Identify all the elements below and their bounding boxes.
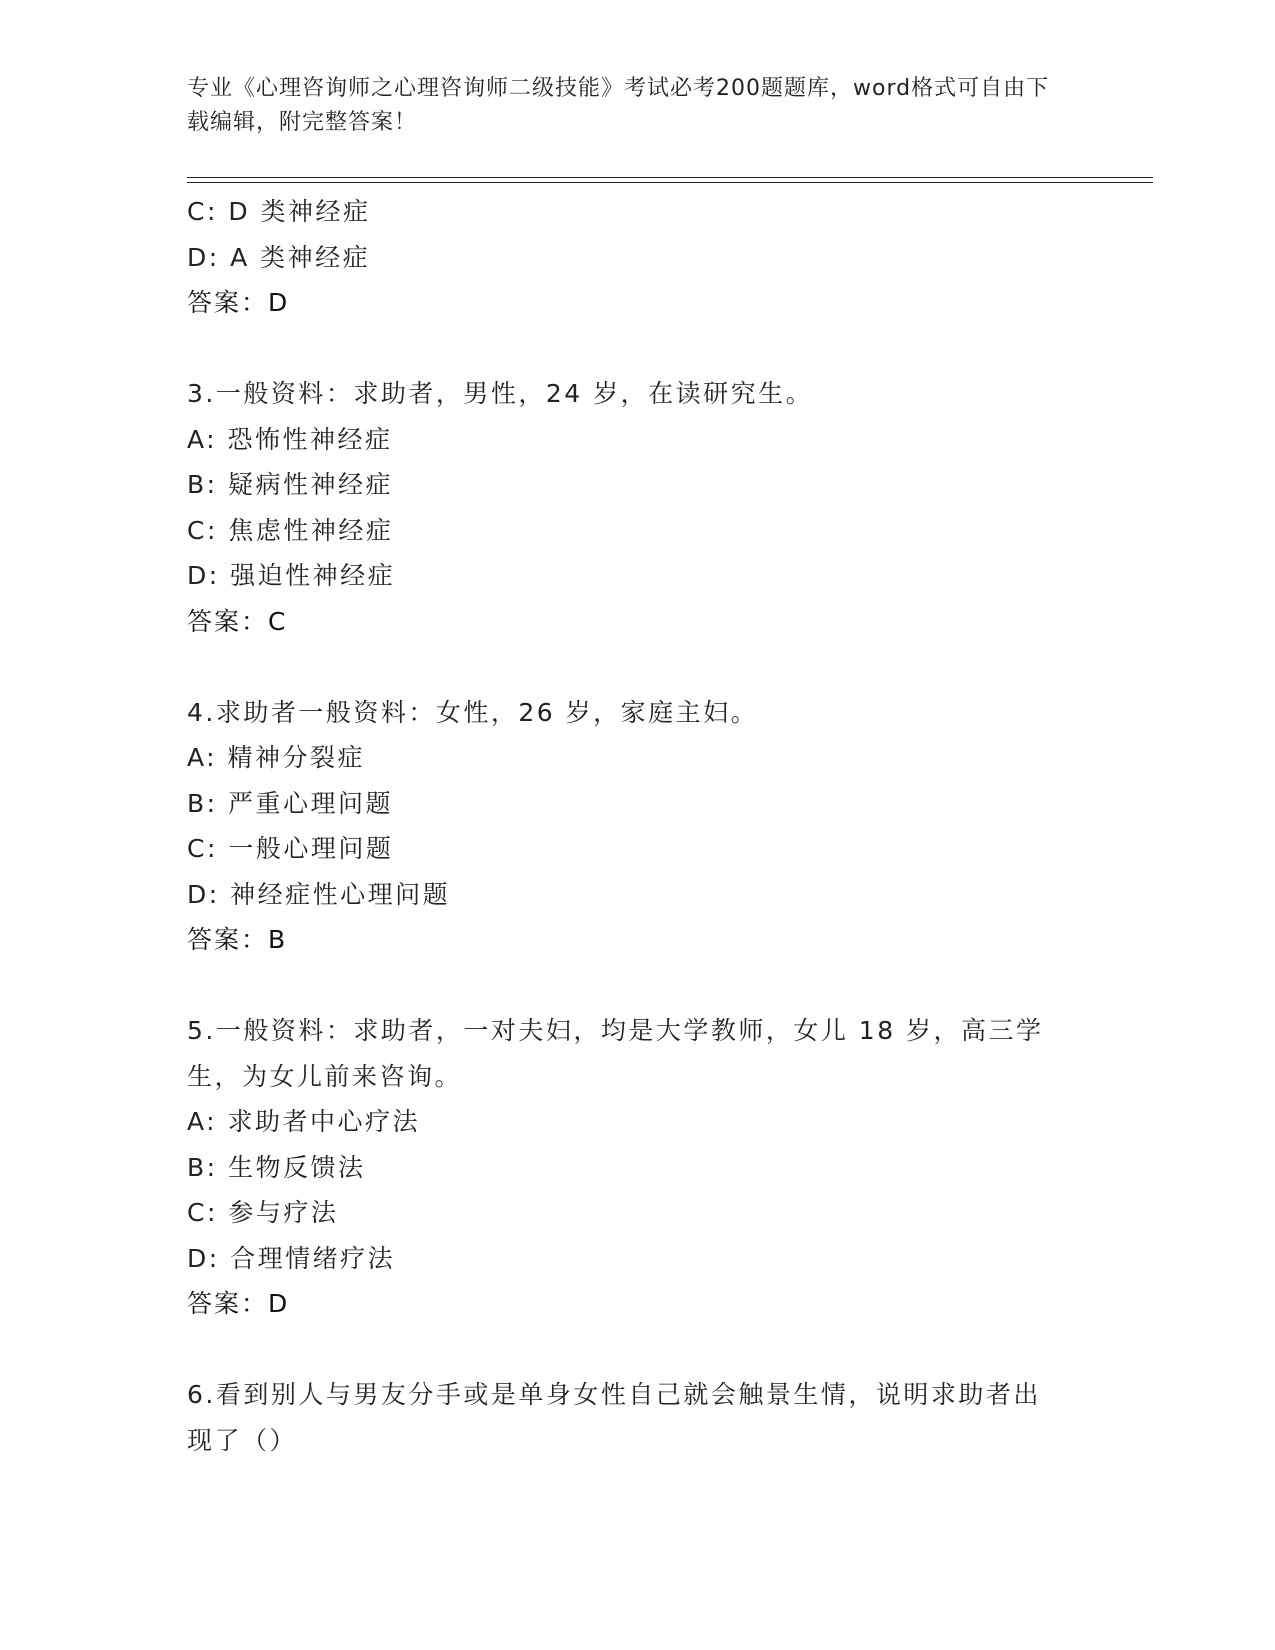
option-c: C: 焦虑性神经症 — [187, 515, 394, 545]
answer-text: 答案：D — [187, 1289, 290, 1318]
question-stem: 3.一般资料：求助者，男性，24 岁，在读研究生。 — [187, 379, 814, 408]
answer-text: 答案：D — [187, 288, 290, 317]
option-c: C: 参与疗法 — [187, 1198, 339, 1227]
document-header: 专业《心理咨询师之心理咨询师二级技能》考试必考200题题库，word格式可自由下载编辑，附完整答案！ — [187, 76, 1050, 135]
question-stem: 4.求助者一般资料：女性，26 岁，家庭主妇。 — [187, 697, 759, 727]
question-stem: 6.看到别人与男友分手或是单身女性自己就会触景生情，说明求助者出现了（） — [187, 1380, 1041, 1455]
option-a: A: 求助者中心疗法 — [187, 1107, 421, 1136]
option-a: A: 恐怖性神经症 — [187, 424, 393, 454]
question-4 — [187, 690, 1087, 963]
option-d: D: 神经症性心理问题 — [187, 879, 451, 909]
spacer — [187, 963, 1087, 1009]
question-3 — [187, 371, 1087, 644]
question-list — [187, 189, 1087, 1463]
option-b: B: 生物反馈法 — [187, 1152, 366, 1182]
option-c: C: 一般心理问题 — [187, 834, 394, 863]
option-b: B: 疑病性神经症 — [187, 470, 394, 499]
option-a: A: 精神分裂症 — [187, 743, 366, 772]
option-d: D: 强迫性神经症 — [187, 561, 396, 590]
option-c: C: D 类神经症 — [187, 197, 371, 226]
answer-text: 答案：B — [187, 925, 288, 954]
option-b: B: 严重心理问题 — [187, 788, 394, 818]
option-d: D: 合理情绪疗法 — [187, 1243, 396, 1273]
question-5 — [187, 1008, 1087, 1327]
header-divider-bottom — [187, 182, 1153, 183]
question-2-tail — [187, 189, 1087, 326]
question-6 — [187, 1372, 1087, 1463]
spacer — [187, 644, 1087, 690]
question-stem: 5.一般资料：求助者，一对夫妇，均是大学教师，女儿 18 岁，高三学生，为女儿前来咨询。 — [187, 1016, 1044, 1091]
option-d: D: A 类神经症 — [187, 242, 371, 272]
spacer — [187, 1327, 1087, 1373]
spacer — [187, 326, 1087, 372]
header-divider-top — [187, 177, 1153, 178]
answer-text: 答案：C — [187, 606, 288, 636]
